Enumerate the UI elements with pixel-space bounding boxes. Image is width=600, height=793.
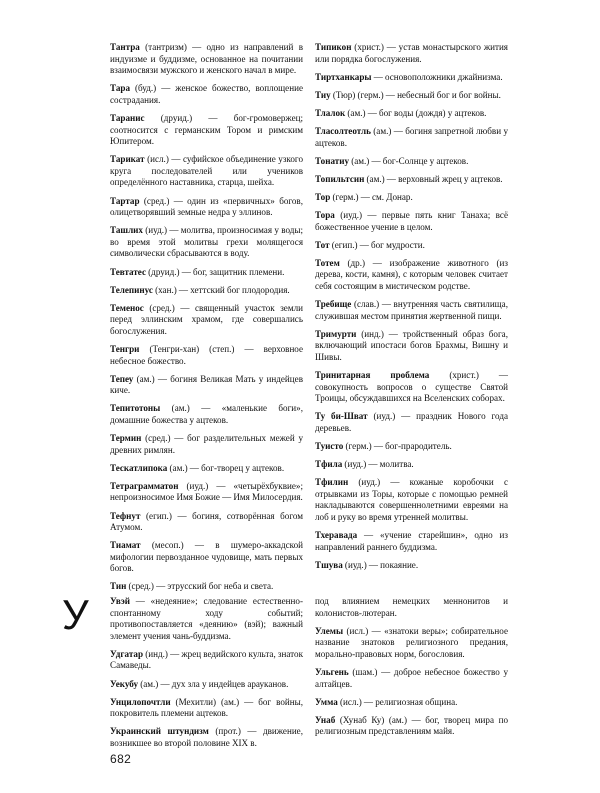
entry-headword: Тенгри [110,343,140,354]
entry-headword: Таранис [110,112,145,123]
entry-headword: Тартар [110,195,140,206]
dictionary-entry [315,667,508,690]
entry-definition: (исл.) — «знатоки веры»; собирательное название знатоков религиозного предания, морально-правовых норм, богословия. [315,625,508,659]
entry-definition: (прот.) — движение, возникшее во второй половине XIX в. [110,726,303,748]
entry-definition: (хан.) — хеттский бог плодородия. [152,284,290,295]
entry-headword: Термин [110,433,142,444]
entry-headword: Тласолтеотль [315,125,371,136]
dictionary-entry [110,42,303,77]
bottom-left-column [110,596,303,750]
entry-headword: Тотем [315,257,340,268]
entry-definition: (инд.) — жрец ведийского культа, знаток Самаведы. [110,648,303,671]
entry-headword: Тхеравада [315,530,358,540]
dictionary-entry [110,596,303,642]
dictionary-entry [315,192,508,204]
dictionary-entry [110,433,303,456]
entry-headword: Умма [315,696,338,707]
entry-definition: (герм.) — бог-прародитель. [343,440,452,451]
entry-definition: (Тюр) (герм.) — небесный бог и бог войны. [330,89,501,100]
entry-definition: (сред.) — священный участок земли перед эллинским храмом, где совершались богослужения. [110,302,303,336]
dictionary-entry [315,240,508,252]
dictionary-entry [315,441,508,453]
entry-definition: (иуд.) — кожаные коробочки с отрывками из Торы, которые с помощью ремней накладываются совершеннолетними евреями на лоб и руку во время утренней молитвы. [315,477,508,522]
entry-definition: (сред.) — этрусский бог неба и света. [126,581,274,592]
letter-section-heading: У [62,591,89,638]
entry-headword: Тиртханкары [315,71,372,82]
entry-definition: (христ.) — устав монастырского жития или порядка богослужения. [315,42,508,64]
dictionary-entry [110,540,303,575]
entry-headword: Ташлих [110,225,143,236]
entry-definition: (исл.) — суфийское объединение узкого круга последователей или учеников определённого наставника, старца, шейха. [110,154,303,188]
dictionary-entry [315,42,508,65]
entry-headword: Требище [315,299,352,309]
entry-definition: (буд.) — женское божество, воплощение сострадания. [110,83,303,105]
entry-headword: Тор [315,191,331,202]
entry-definition: (христ.) — совокупность вопросов о существе Святой Троицы, обсуждавшихся на Вселенских соборах. [315,369,508,404]
entry-headword: Увэй [110,596,131,606]
entry-headword: Тора [315,209,335,220]
entry-definition: (ам.) — дух зла у индейцев арауканов. [138,678,289,689]
entry-headword: Тринитарная проблема [315,369,430,380]
entry-definition: (Тенгри-хан) (степ.) — верховное небесное божество. [110,343,303,366]
entry-headword: Унцилопочтли [110,696,171,707]
entry-headword: Тепитотоны [110,403,161,414]
entry-headword: Тантра [110,42,140,52]
dictionary-entry [110,113,303,148]
entry-definition: (егип.) — бог мудрости. [329,239,425,250]
dictionary-entry [315,156,508,168]
dictionary-entry [110,697,303,720]
entry-headword: Типикон [315,42,352,52]
entry-headword: Тлалок [315,107,346,118]
entry-headword: Тескатлипока [110,462,168,473]
entry-headword: Удгатар [110,648,144,659]
entry-definition: (ам.) — богиня запретной любви у ацтеков. [315,125,508,148]
dictionary-entry [110,649,303,672]
entry-definition: (иуд.) — «четырёхбуквие»; непроизносимое Имя Божие — Имя Милосердия. [110,480,303,503]
entry-definition: (ам.) — «маленькие боги», домашние божества у ацтеков. [110,403,303,425]
entry-headword: Тиу [315,89,331,100]
dictionary-entry [110,267,303,279]
dictionary-entry [315,174,508,186]
entry-headword: Уекубу [110,678,139,689]
dictionary-entry [315,530,508,553]
entry-headword: Тот [315,239,330,250]
dictionary-entry [110,285,303,297]
dictionary-entry [110,481,303,504]
entry-headword: Туисто [315,440,344,451]
entry-headword: Ульгень [315,666,349,677]
entry-definition: (иуд.) — праздник Нового года деревьев. [315,411,509,433]
dictionary-entry [110,463,303,475]
entry-definition: (иуд.) — молитва. [342,459,414,470]
entry-definition: (Хунаб Ку) (ам.) — бог, творец мира по религиозным представлениям майя. [315,714,508,737]
entry-definition: (Мехитли) (ам.) — бог войны, покровитель племени ацтеков. [110,696,303,719]
dictionary-entry [315,329,508,364]
dictionary-entry [110,679,303,691]
entry-definition: (иуд.) — первые пять книг Танаха; всё божественное учение в целом. [315,209,508,232]
entry-headword: Тфилин [315,477,349,488]
page-number: 682 [110,752,132,766]
dictionary-entry [110,154,303,189]
entry-headword: Тфила [315,459,343,470]
entry-headword: Тетраграмматон [110,480,179,491]
dictionary-entry [315,370,508,405]
dictionary-entry [315,596,508,619]
entry-definition: (исл.) — религиозная община. [337,696,458,707]
entry-headword: Тевтатес [110,266,146,277]
entry-headword: Тонатиу [315,155,350,166]
dictionary-entry [110,581,303,593]
entry-definition: (друид.) — бог, защитник племени. [145,266,285,277]
dictionary-entry [110,83,303,106]
entry-headword: Унаб [315,714,336,725]
entry-headword: Тшува [315,559,343,570]
entry-definition: (др.) — изображение животного (из дерева, кости, камня), с которым человек считает себя состоящим в мистическом родстве. [315,257,508,291]
entry-definition: (тантризм) — одно из направлений в индуизме и буддизме, основанное на почитании взаимосвязи мужского и женского начал в мире. [110,42,303,76]
entry-headword: Тепеу [110,373,134,384]
entry-headword: Тин [110,581,127,592]
dictionary-entry [315,126,508,149]
entry-definition: — «недеяние»; следование естественно-спонтанному ходу событий; противопоставляется «деянию» (вэй); важный элемент учения чань-буддизма. [110,596,303,641]
entry-definition: (сред.) — бог разделительных межей у древних римлян. [110,433,303,455]
entry-headword: Улемы [315,625,344,636]
bottom-right-column [315,596,508,750]
entry-definition: (егип.) — богиня, сотворённая богом Атумом. [110,510,303,533]
entry-definition: — основоположники джайнизма. [371,71,503,82]
dictionary-entry [315,697,508,709]
dictionary-entry [315,299,508,322]
entry-definition: (ам.) — бог-творец у ацтеков. [167,462,285,473]
dictionary-entry [110,344,303,367]
dictionary-entry [110,511,303,534]
dictionary-entry [110,303,303,338]
entry-definition: (сред.) — один из «первичных» богов, олицетворявший земные недра у эллинов. [110,195,303,218]
dictionary-entry [315,90,508,102]
dictionary-entry [110,726,303,749]
entry-headword: Тарикат [110,154,145,165]
entry-definition: (герм.) — см. Донар. [330,191,413,202]
entry-headword: Топильтсин [315,173,365,184]
entry-headword: Теменос [110,302,144,313]
dictionary-entry [315,626,508,661]
entry-definition: под влиянием немецких меннонитов и колонистов-лютеран. [315,596,508,618]
entry-headword: Украинский штундизм [110,726,209,737]
dictionary-entry [110,374,303,397]
bottom-entries-section [110,596,508,750]
entry-definition: — «учение старейшин», одно из направлений раннего буддизма. [315,530,508,552]
dictionary-entry [315,108,508,120]
entry-definition: (шам.) — доброе небесное божество у алтайцев. [315,666,508,689]
top-right-column [315,42,508,593]
entry-headword: Тефнут [110,510,141,521]
dictionary-entry [315,459,508,471]
dictionary-entry [315,560,508,572]
top-entries-section [110,42,508,593]
entry-definition: (месоп.) — в шумеро-аккадской мифологии первозданное чудовище, мать первых богов. [110,540,303,574]
entry-definition: (друид.) — бог-громовержец; соотносится с германским Тором и римским Юпитером. [110,112,303,147]
dictionary-entry [315,258,508,293]
entry-definition: (иуд.) — молитва, произносимая у воды; во время этой молитвы грехи молящегося символически сбрасываются в воду. [110,225,303,259]
dictionary-entry [315,411,508,434]
entry-definition: (слав.) — внутренняя часть святилища, служившая местом принятия жертвенной пищи. [315,299,508,321]
entry-headword: Телепинус [110,284,153,295]
entry-definition: (инд.) — тройственный образ бога, включающий ипостаси богов Брахмы, Вишну и Шивы. [315,328,508,362]
entry-definition: (ам.) — бог-Солнце у ацтеков. [349,155,469,166]
dictionary-entry [110,196,303,219]
dictionary-entry [110,403,303,426]
dictionary-entry [315,210,508,233]
entry-definition: (иуд.) — покаяние. [342,559,419,570]
entry-definition: (ам.) — верховный жрец у ацтеков. [364,173,503,184]
entry-definition: (ам.) — богиня Великая Мать у индейцев киче. [110,373,303,396]
entry-headword: Тара [110,83,130,94]
dictionary-entry [315,477,508,523]
entry-headword: Тиамат [110,540,141,551]
dictionary-entry [315,72,508,84]
entry-definition: (ам.) — бог воды (дождя) у ацтеков. [345,107,487,118]
dictionary-entry [315,715,508,738]
top-left-column [110,42,303,593]
entry-headword: Тримурти [315,328,357,339]
entry-headword: Ту би-Шват [315,411,368,422]
dictionary-entry [110,225,303,260]
